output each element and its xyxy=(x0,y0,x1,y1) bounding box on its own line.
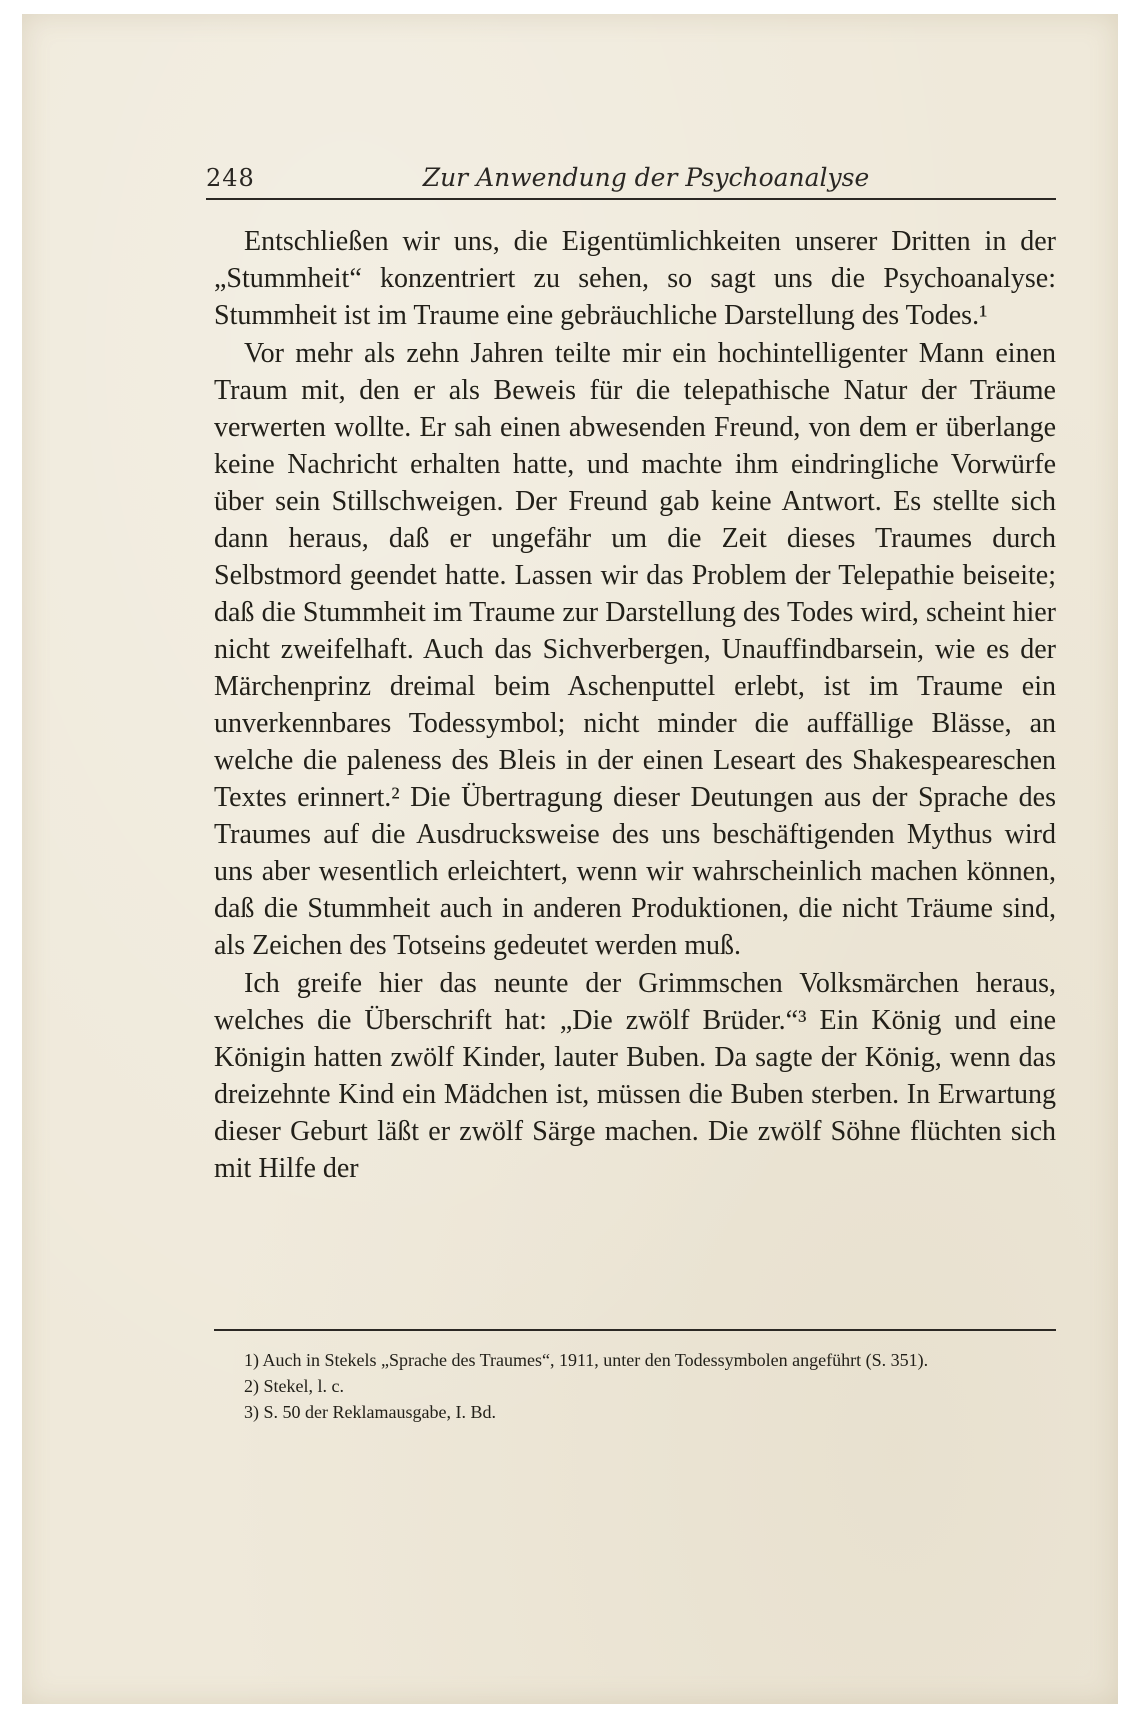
running-head xyxy=(206,162,1056,200)
footnote: 3) S. 50 der Reklamausgabe, I. Bd. xyxy=(244,1402,496,1422)
page-number: 248 xyxy=(206,164,255,192)
paragraph: Ich greife hier das neunte der Grimmschen Volksmärchen heraus, welches die Überschrift hat: „Die zwölf Brüder.“³ Ein König und eine Königin hatten zwölf Kinder, lauter Buben. Da sagte der König, wenn das dreizehnte Kind ein Mädchen ist, müssen die Buben sterben. In Erwartung dieser Geburt läßt er zwölf Särge machen. Die zwölf Söhne flüchten sich mit Hilfe der xyxy=(214,968,1056,1184)
body-text xyxy=(214,223,1056,1187)
book-page xyxy=(22,14,1118,1704)
paragraph: Vor mehr als zehn Jahren teilte mir ein hochintelligenter Mann einen Traum mit, den er als Beweis für die telepathische Natur der Träume verwerten wollte. Er sah einen abwesenden Freund, von dem er überlange keine Nachricht erhalten hatte, und machte ihm eindringliche Vorwürfe über sein Stillschweigen. Der Freund gab keine Antwort. Es stellte sich dann heraus, daß er ungefähr um die Zeit dieses Traumes durch Selbstmord geendet hatte. Lassen wir das Problem der Telepathie beiseite; daß die Stummheit im Traume zur Darstellung des Todes wird, scheint hier nicht zweifelhaft. Auch das Sichverbergen, Unauffindbarsein, wie es der Märchenprinz dreimal beim Aschenputtel erlebt, ist im Traume ein unverkennbares Todessymbol; nicht minder die auffällige Blässe, an welche die paleness des Bleis in der einen Leseart des Shakespeareschen Textes erinnert.² Die Übertragung dieser Deutungen aus der Sprache des Traumes auf die Ausdrucksweise des uns beschäftigenden Mythus wird uns aber wesentlich erleichtert, wenn wir wahrscheinlich machen können, daß die Stummheit auch in anderen Produktionen, die nicht Träume sind, als Zeichen des Totseins gedeutet werden muß. xyxy=(214,338,1056,961)
paragraph: Entschließen wir uns, die Eigentümlichkeiten unserer Dritten in der „Stummheit“ konzentriert zu sehen, so sagt uns die Psychoanalyse: Stummheit ist im Traume eine gebräuchliche Darstellung des Todes.¹ xyxy=(214,226,1056,331)
running-title: Zur Anwendung der Psychoanalyse xyxy=(422,163,870,192)
footnotes xyxy=(214,1347,1056,1425)
footnote: 1) Auch in Stekels „Sprache des Traumes“, 1911, unter den Todessymbolen angeführt (S. 351). xyxy=(244,1350,929,1370)
footnote: 2) Stekel, l. c. xyxy=(244,1376,344,1396)
footnote-divider xyxy=(214,1329,1056,1331)
